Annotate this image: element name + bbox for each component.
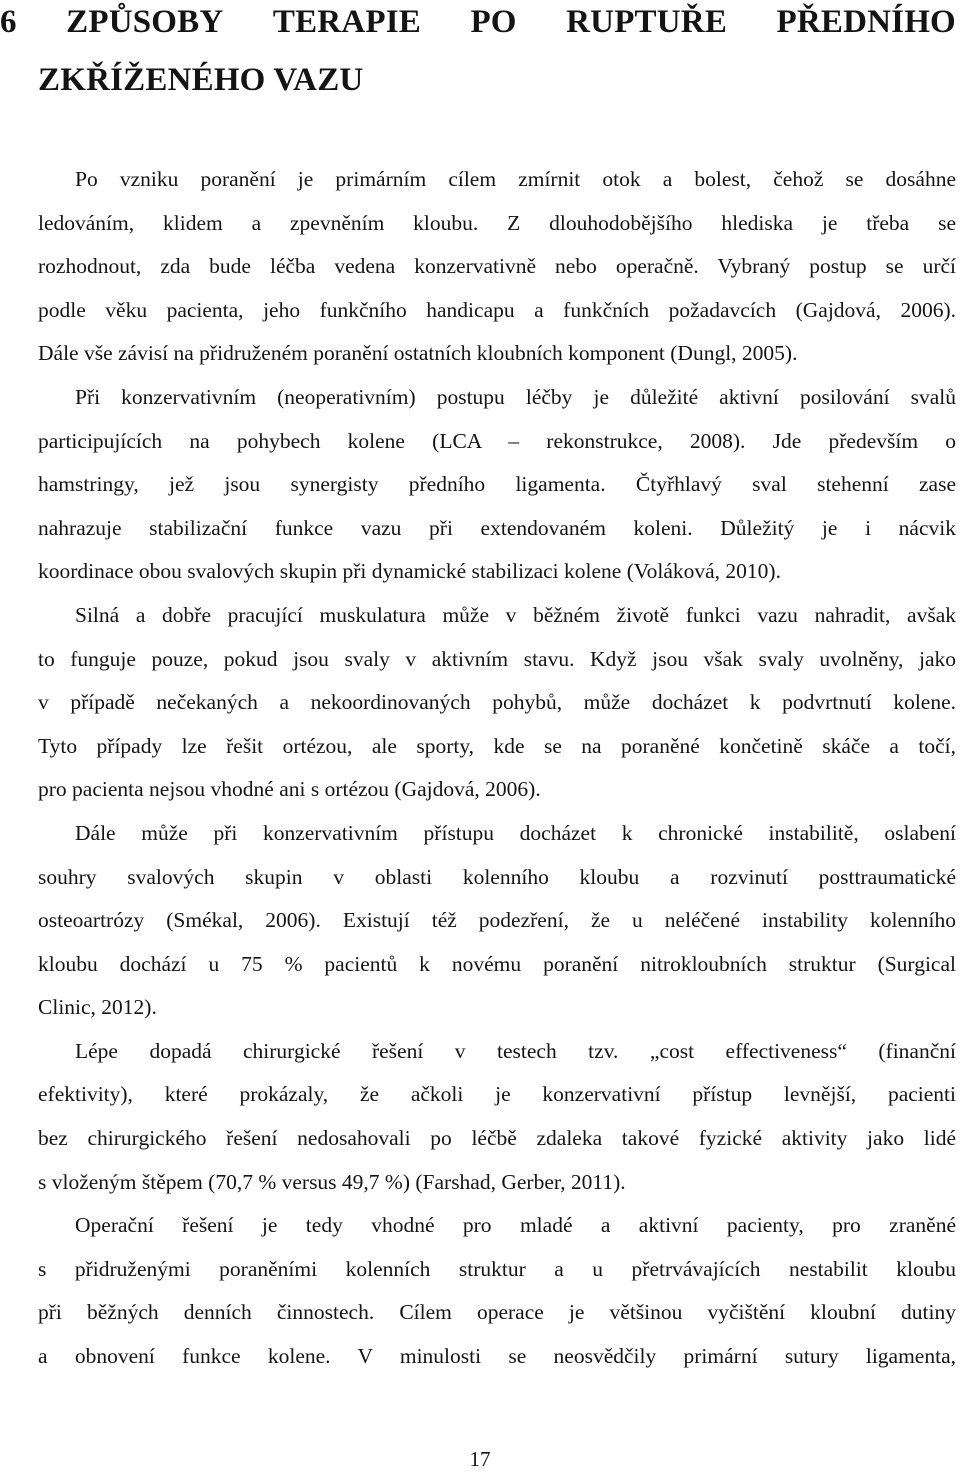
heading-word: PO bbox=[470, 4, 517, 40]
chapter-heading-line-2: ZKŘÍŽENÉHO VAZU bbox=[38, 62, 364, 98]
text-line: a obnovení funkce kolene. V minulosti se neosvědčily primární sutury ligamenta, bbox=[38, 1344, 956, 1369]
paragraph-1 bbox=[38, 158, 956, 376]
paragraph-5 bbox=[38, 1030, 956, 1204]
text-line: to funguje pouze, pokud jsou svaly v aktivním stavu. Když jsou však svaly uvolněny, jako bbox=[38, 646, 956, 671]
text-line: Clinic, 2012). bbox=[38, 995, 157, 1020]
text-line: podle věku pacienta, jeho funkčního handicapu a funkčních požadavcích (Gajdová, 2006). bbox=[38, 297, 956, 322]
heading-word: RUPTUŘE bbox=[566, 4, 728, 40]
paragraph-2 bbox=[38, 376, 956, 594]
text-line: souhry svalových skupin v oblasti kolenního kloubu a rozvinutí posttraumatické bbox=[38, 864, 956, 889]
text-line: Po vzniku poranění je primárním cílem zmírnit otok a bolest, čehož se dosáhne bbox=[75, 167, 956, 191]
text-line: pro pacienta nejsou vhodné ani s ortézou (Gajdová, 2006). bbox=[38, 777, 541, 802]
text-line: efektivity), které prokázaly, že ačkoli je konzervativní přístup levnější, pacienti bbox=[38, 1082, 956, 1107]
paragraph-3 bbox=[38, 594, 956, 812]
text-line: participujících na pohybech kolene (LCA – rekonstrukce, 2008). Jde především o bbox=[38, 428, 956, 453]
paragraph-6 bbox=[38, 1204, 956, 1378]
heading-word: ZPŮSOBY bbox=[66, 4, 224, 40]
text-line: s vloženým štěpem (70,7 % versus 49,7 %) (Farshad, Gerber, 2011). bbox=[38, 1169, 626, 1194]
chapter-number: 6 bbox=[0, 4, 17, 40]
text-line: hamstringy, jež jsou synergisty předního ligamenta. Čtyřhlavý sval stehenní zase bbox=[38, 472, 956, 497]
text-line: Silná a dobře pracující muskulatura může v běžném životě funkci vazu nahradit, avšak bbox=[75, 602, 956, 627]
text-line: Tyto případy lze řešit ortézou, ale sporty, kde se na poraněné končetině skáče a točí, bbox=[38, 733, 956, 758]
text-line: Lépe dopadá chirurgické řešení v testech tzv. „cost effectiveness“ (finanční bbox=[75, 1038, 956, 1063]
chapter-heading-line-1 bbox=[0, 0, 956, 46]
text-line: Dále vše závisí na přidruženém poranění ostatních kloubních komponent (Dungl, 2005). bbox=[38, 341, 798, 366]
body-text bbox=[38, 158, 956, 1379]
text-line: s přidruženými poraněními kolenních struktur a u přetrvávajících nestabilit kloubu bbox=[38, 1256, 956, 1281]
text-line: koordinace obou svalových skupin při dynamické stabilizaci kolene (Voláková, 2010). bbox=[38, 559, 781, 584]
text-line: v případě nečekaných a nekoordinovaných pohybů, může docházet k podvrtnutí kolene. bbox=[38, 690, 956, 715]
text-line: bez chirurgického řešení nedosahovali po léčbě zdaleka takové fyzické aktivity jako lidé bbox=[38, 1126, 956, 1151]
text-line: nahrazuje stabilizační funkce vazu při extendovaném koleni. Důležitý je i nácvik bbox=[38, 515, 956, 540]
text-line: osteoartrózy (Smékal, 2006). Existují též podezření, že u neléčené instability kolenního bbox=[38, 908, 956, 933]
text-line: rozhodnout, zda bude léčba vedena konzervativně nebo operačně. Vybraný postup se určí bbox=[38, 254, 956, 279]
heading-word: PŘEDNÍHO bbox=[776, 4, 956, 40]
text-line: Operační řešení je tedy vhodné pro mladé a aktivní pacienty, pro zraněné bbox=[75, 1213, 956, 1238]
text-line: ledováním, klidem a zpevněním kloubu. Z dlouhodobějšího hlediska je třeba se bbox=[38, 210, 956, 235]
heading-word: TERAPIE bbox=[272, 4, 421, 40]
text-line: při běžných denních činnostech. Cílem operace je většinou vyčištění kloubní dutiny bbox=[38, 1300, 956, 1325]
page-number: 17 bbox=[469, 1447, 491, 1471]
paragraph-4 bbox=[38, 812, 956, 1030]
text-line: Dále může při konzervativním přístupu docházet k chronické instabilitě, oslabení bbox=[75, 820, 956, 845]
text-line: Při konzervativním (neoperativním) postupu léčby je důležité aktivní posilování svalů bbox=[75, 384, 956, 409]
text-line: kloubu dochází u 75 % pacientů k novému poranění nitrokloubních struktur (Surgical bbox=[38, 951, 956, 976]
